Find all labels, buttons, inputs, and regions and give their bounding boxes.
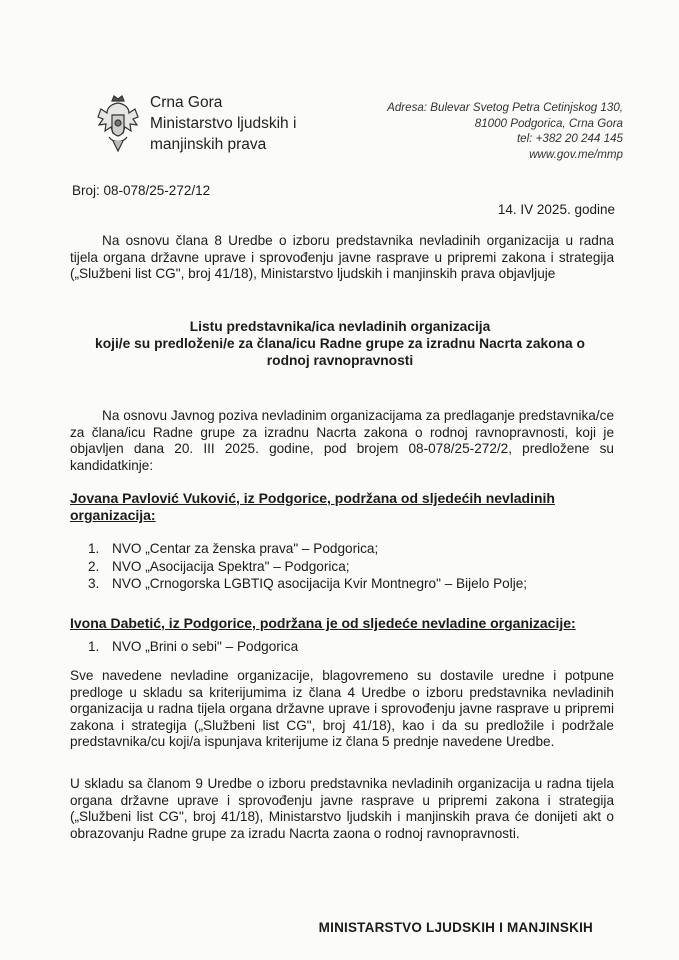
organization-list <box>88 638 298 656</box>
institution-line: Ministarstvo ljudskih i <box>150 115 297 132</box>
phone-line: tel: +382 20 244 145 <box>516 132 623 145</box>
intro-paragraph: Na osnovu člana 8 Uredbe o izboru predstavnika nevladinih organizacija u radna tijela organa državne uprave i sprovođenju javne rasprave u pripremi zakona i strategija („Službeni list CG", broj 41/18), Ministarstvo ljudskih i manjinskih prava objavljuje <box>70 233 614 281</box>
list-number: 3. <box>88 576 100 591</box>
organization-name: NVO „Asocijacija Spektra" – Podgorica; <box>112 558 350 574</box>
list-item <box>88 540 527 558</box>
signature-block: MINISTARSTVO LJUDSKIH I MANJINSKIH <box>318 920 593 935</box>
website-line: www.gov.me/mmp <box>529 147 623 161</box>
compliance-paragraph: Sve navedene nevladine organizacije, blagovremeno su dostavile uredne i potpune predloge u skladu sa kriterijumima iz člana 4 Uredbe o izboru predstavnika nevladinih organizacija u radna tijela organa državne uprave i sprovođenju javne rasprave u pripremi zakona i strategija („Službeni list CG", broj 41/18), kao i da su predložile i podržale predstavnika/cu koji/a ispunjava kriterijume iz člana 5 prednje navedene Uredbe. <box>70 668 614 749</box>
list-item <box>88 638 298 656</box>
institution-line: Crna Gora <box>150 94 223 111</box>
institution-name <box>150 92 296 155</box>
list-number: 1. <box>88 639 100 654</box>
call-paragraph: Na osnovu Javnog poziva nevladinim organizacijama za predlaganje predstavnika/ce za člana/icu Radne grupe za izradnu Nacrta zakona o rodnoj ravnopravnosti, koji je objavljen dana 20. III 2025. godine, pod brojem 08-078/25-272/2, predložene su kandidatkinje: <box>70 408 614 473</box>
organization-list <box>88 540 527 593</box>
candidate-heading: Jovana Pavlović Vuković, iz Podgorice, podržana od sljedećih nevladinih organizacija: <box>70 490 555 523</box>
reference-number: Broj: 08-078/25-272/12 <box>72 183 211 198</box>
list-number: 1. <box>88 541 100 556</box>
title-line: Listu predstavnika/ica nevladinih organizacija <box>189 319 491 334</box>
ministry-address <box>387 100 623 162</box>
organization-name: NVO „Brini o sebi" – Podgorica <box>112 639 299 654</box>
document-title <box>60 318 620 369</box>
organization-name: NVO „Centar za ženska prava" – Podgorica; <box>112 541 379 556</box>
address-line: Adresa: Bulevar Svetog Petra Cetinjskog 130, <box>387 101 623 114</box>
institution-line: manjinskih prava <box>150 136 267 153</box>
organization-name: NVO „Crnogorska LGBTIQ asocijacija Kvir Montnegro" – Bijelo Polje; <box>112 576 528 591</box>
title-line: koji/e su predloženi/e za člana/icu Radne grupe za izradnu Nacrta zakona o <box>95 336 585 351</box>
document-date: 14. IV 2025. godine <box>497 202 615 217</box>
title-line: rodnoj ravnopravnosti <box>266 353 414 368</box>
candidate-heading: Ivona Dabetić, iz Podgorice, podržana je od sljedeće nevladine organizacije: <box>70 615 576 631</box>
closing-paragraph: U skladu sa članom 9 Uredbe o izboru predstavnika nevladinih organizacija u radna tijela organa državne uprave i sprovođenju javne rasprave u pripremi zakona i strategija („Službeni list CG", broj 41/18), Ministarstvo ljudskih i manjinskih prava će donijeti akt o obrazovanju Radne grupe za izradu Nacrta zaona o rodnoj ravnopravnosti. <box>70 776 614 841</box>
address-line: 81000 Podgorica, Crna Gora <box>474 116 623 130</box>
coat-of-arms-icon <box>95 93 141 155</box>
list-item <box>88 558 527 576</box>
list-item <box>88 575 527 593</box>
list-number: 2. <box>88 558 100 574</box>
